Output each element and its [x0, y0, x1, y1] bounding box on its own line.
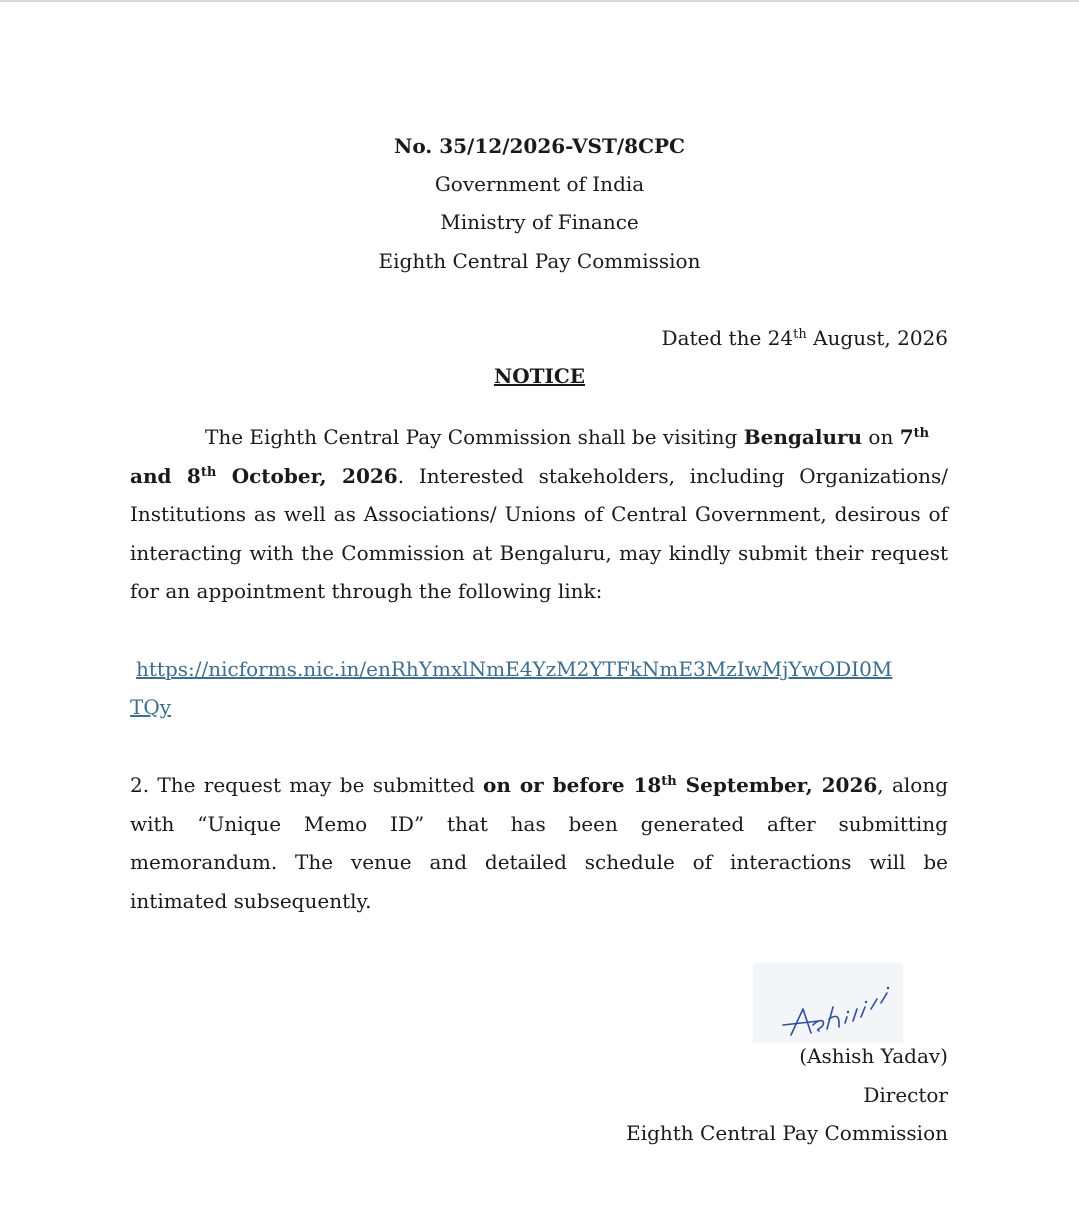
header-government: Government of India — [434, 172, 645, 196]
signature-image — [753, 963, 903, 1043]
signatory-designation: Director — [863, 1083, 948, 1107]
notice-paragraph-2: 2. The request may be submitted on or before 18th September, 2026, along with “Unique Memo ID” that has been generated after submitting memorandum. The venue and detailed schedule of interactions will be intimated subsequently. — [130, 773, 949, 913]
appointment-link-line-1[interactable]: https://nicforms.nic.in/enRhYmxlNmE4YzM2YTFkNmE3MzIwMjYwODI0M — [136, 657, 893, 681]
header-ministry: Ministry of Finance — [440, 210, 639, 234]
top-border-line — [0, 0, 1079, 2]
appointment-link-line-2[interactable]: TQy — [130, 695, 172, 719]
header-commission: Eighth Central Pay Commission — [378, 249, 701, 273]
signatory-name: (Ashish Yadav) — [799, 1044, 948, 1068]
paragraph-number: 2. — [130, 773, 150, 797]
notice-paragraph-1: The Eighth Central Pay Commission shall be visiting Bengaluru on 7th and 8th October, 2026. Interested stakeholders, including Organizations/ Institutions as well as Associations/ Unions of Central Government, desirous of interacting with the Commission at Bengaluru, may kindly submit their request for an appointment through the following link: — [130, 425, 948, 604]
signatory-organization: Eighth Central Pay Commission — [626, 1121, 948, 1145]
notice-title: NOTICE — [493, 364, 586, 388]
file-number: No. 35/12/2026-VST/8CPC — [394, 134, 685, 158]
appointment-link[interactable] — [130, 650, 950, 726]
date-line: Dated the 24th August, 2026 — [661, 326, 948, 350]
